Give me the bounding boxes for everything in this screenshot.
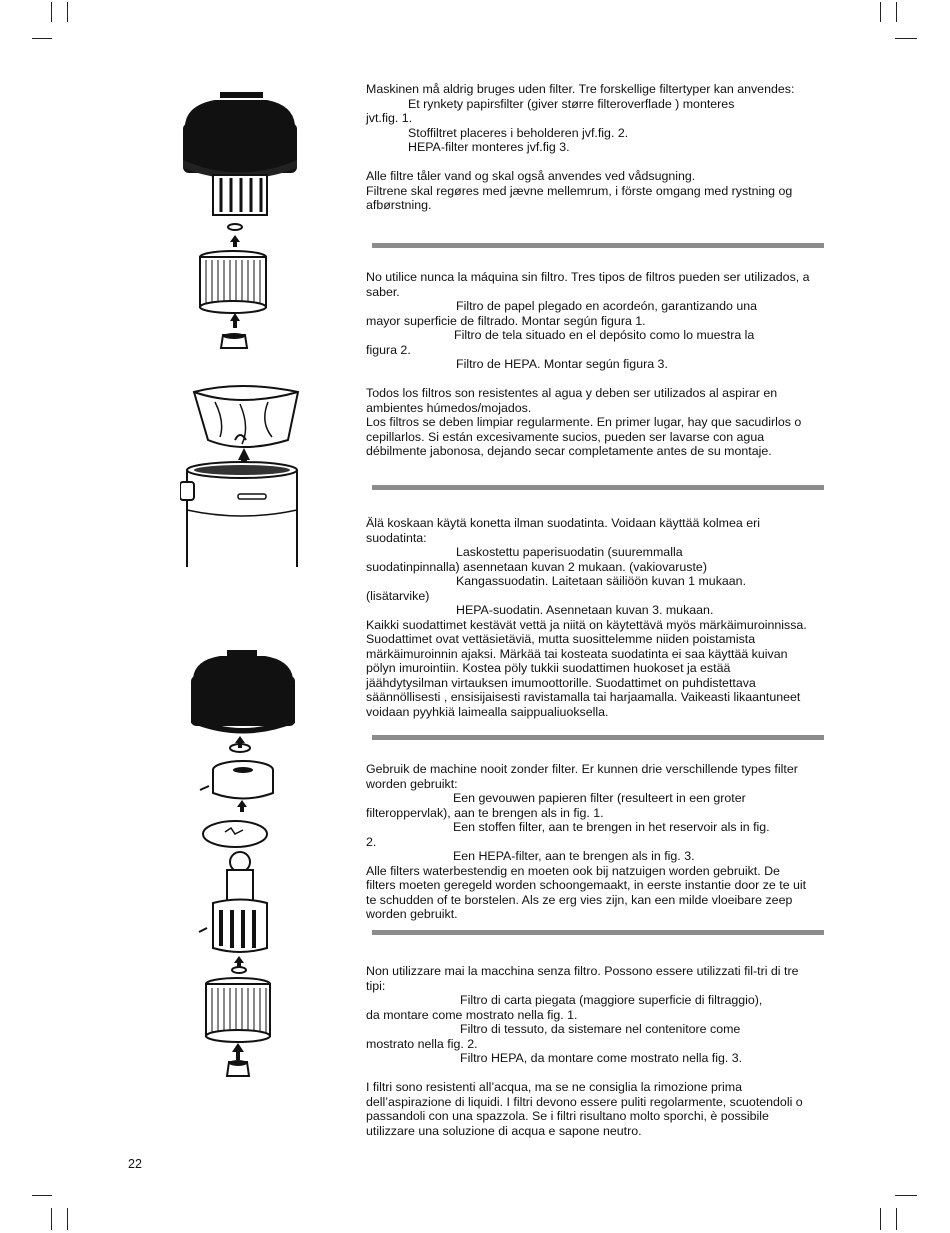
paragraph: Älä koskaan käytä konetta ilman suodatinta. Voidaan käyttää kolmea eri suodatinta: bbox=[366, 516, 764, 545]
crop-mark bbox=[67, 1208, 68, 1230]
paragraph: Een HEPA-filter, aan te brengen als in fig. 3. bbox=[453, 849, 695, 863]
section-spanish bbox=[366, 270, 813, 459]
paragraph: Een gevouwen papieren filter (resulteert in een groter bbox=[453, 791, 746, 805]
crop-mark bbox=[51, 2, 52, 22]
paragraph: I filtri sono resistenti all’acqua, ma se ne consiglia la rimozione prima dell’aspirazione di liquidi. I filtri devono essere puliti regolarmente, scuotendoli o passandoli con una spazzola. Se i filtri risultano molto sporchi, è possibile utilizzare una soluzione di acqua e sapone neutro. bbox=[366, 1080, 807, 1138]
paragraph: Een stoffen filter, aan te brengen in het reservoir als in fig. bbox=[453, 820, 770, 834]
paragraph: HEPA-suodatin. Asennetaan kuvan 3. mukaan. bbox=[456, 603, 714, 617]
section-dutch bbox=[366, 762, 810, 922]
paragraph: filteroppervlak), aan te brengen als in fig. 1. bbox=[366, 805, 604, 820]
paragraph: Filtro de tela situado en el depósito como lo muestra la bbox=[454, 328, 755, 342]
crop-mark bbox=[880, 2, 881, 22]
crop-mark bbox=[32, 38, 52, 39]
section-divider bbox=[372, 243, 824, 248]
paragraph: Laskostettu paperisuodatin (suuremmalla bbox=[456, 545, 683, 559]
paragraph: Filtro de HEPA. Montar según figura 3. bbox=[456, 357, 668, 371]
paragraph: Non utilizzare mai la macchina senza filtro. Possono essere utilizzati fil-tri di tre tipi: bbox=[366, 964, 802, 993]
section-divider bbox=[372, 735, 824, 740]
paragraph: No utilice nunca la máquina sin filtro. Tres tipos de filtros pueden ser utilizados, a saber. bbox=[366, 270, 813, 299]
paragraph: HEPA-filter monteres jvf.fig 3. bbox=[408, 140, 570, 154]
paragraph: Kangassuodatin. Laitetaan säiliöön kuvan 1 mukaan. bbox=[456, 574, 747, 588]
paragraph: Filtro di carta piegata (maggiore superficie di filtraggio), bbox=[460, 993, 763, 1007]
paragraph: Gebruik de machine nooit zonder filter. Er kunnen drie verschillende types filter worden gebruikt: bbox=[366, 762, 802, 791]
paragraph: Los filtros se deben limpiar regularmente. En primer lugar, hay que sacudirlos o cepillarlos. Si están excesivamente sucios, pueden ser lavarse con agua débilmente jabonosa, dejando secar completamente antes de su montaje. bbox=[366, 415, 805, 458]
paragraph: Et rynkety papirsfilter (giver større filteroverflade ) monteres bbox=[408, 96, 735, 111]
hepa-filter-illustration bbox=[185, 648, 305, 1083]
crop-mark bbox=[880, 1208, 881, 1230]
paragraph: suodatinpinnalla) asennetaan kuvan 2 mukaan. (vakiovaruste) bbox=[366, 559, 707, 574]
paragraph: Maskinen må aldrig bruges uden filter. Tre forskellige filtertyper kan anvendes: bbox=[366, 82, 795, 96]
section-divider bbox=[372, 485, 824, 490]
paragraph: figura 2. bbox=[366, 342, 411, 357]
paper-filter-illustration bbox=[175, 90, 305, 365]
paragraph: Filtro di tessuto, da sistemare nel contenitore come bbox=[460, 1022, 741, 1036]
crop-mark bbox=[67, 2, 68, 22]
paragraph: mostrato nella fig. 2. bbox=[366, 1036, 478, 1051]
section-finnish bbox=[366, 516, 810, 719]
section-danish bbox=[366, 82, 810, 213]
paragraph: Alle filters waterbestendig en moeten ook bij natzuigen worden gebruikt. De filters moeten geregeld worden schoongemaakt, in eerste instantie door ze te uit te schudden of te borstelen. Als ze erg vies zijn, kan een milde vloeibare zeep worden gebruikt. bbox=[366, 863, 810, 921]
paragraph: mayor superficie de filtrado. Montar según figura 1. bbox=[366, 313, 646, 328]
section-italian bbox=[366, 964, 810, 1138]
paragraph: Filtro de papel plegado en acordeón, garantizando una bbox=[456, 299, 758, 313]
crop-mark bbox=[896, 1208, 897, 1230]
crop-mark bbox=[32, 1195, 52, 1196]
section-divider bbox=[372, 930, 824, 935]
crop-mark bbox=[895, 1195, 917, 1196]
crop-mark bbox=[895, 38, 917, 39]
crop-mark bbox=[51, 1208, 52, 1230]
page-number: 22 bbox=[128, 1157, 142, 1171]
paragraph: Filtrene skal regøres med jævne mellemrum, i förste omgang med rystning og afbørstning. bbox=[366, 183, 796, 212]
paragraph: 2. bbox=[366, 834, 377, 849]
cloth-filter-illustration bbox=[180, 382, 310, 567]
paragraph: jvt.fig. 1. bbox=[366, 111, 413, 125]
paragraph: Kaikki suodattimet kestävät vettä ja niitä on käytettävä myös märkäimuroinnissa. Suodattimet ovat vettäsietäviä, mutta suosittelemme niiden poistamista märkäimuroinnin ajaksi. Märkää tai kosteata suodatinta ei saa käyttää kuivan pölyn imurointiin. Kostea pöly tukkii suodattimen huokoset ja estää jäähdytysilman virtauksen imumoottorille. Suodattimet on puhdistettava säännöllisesti , ensisijaisesti ravistamalla tai harjaamalla. Vaikeasti likaantuneet voidaan pyyhkiä laimealla saippualiuoksella. bbox=[366, 617, 811, 719]
paragraph: Stoffiltret placeres i beholderen jvf.fig. 2. bbox=[408, 125, 629, 140]
paragraph: da montare come mostrato nella fig. 1. bbox=[366, 1007, 578, 1022]
crop-mark bbox=[32, 22, 52, 23]
paragraph: Todos los filtros son resistentes al agua y deben ser utilizados al aspirar en ambientes húmedos/mojados. bbox=[366, 386, 781, 415]
paragraph: Alle filtre tåler vand og skal også anvendes ved vådsugning. bbox=[366, 169, 696, 183]
paragraph: Filtro HEPA, da montare come mostrato nella fig. 3. bbox=[460, 1051, 743, 1065]
crop-mark bbox=[896, 2, 897, 22]
paragraph: (lisätarvike) bbox=[366, 588, 430, 603]
